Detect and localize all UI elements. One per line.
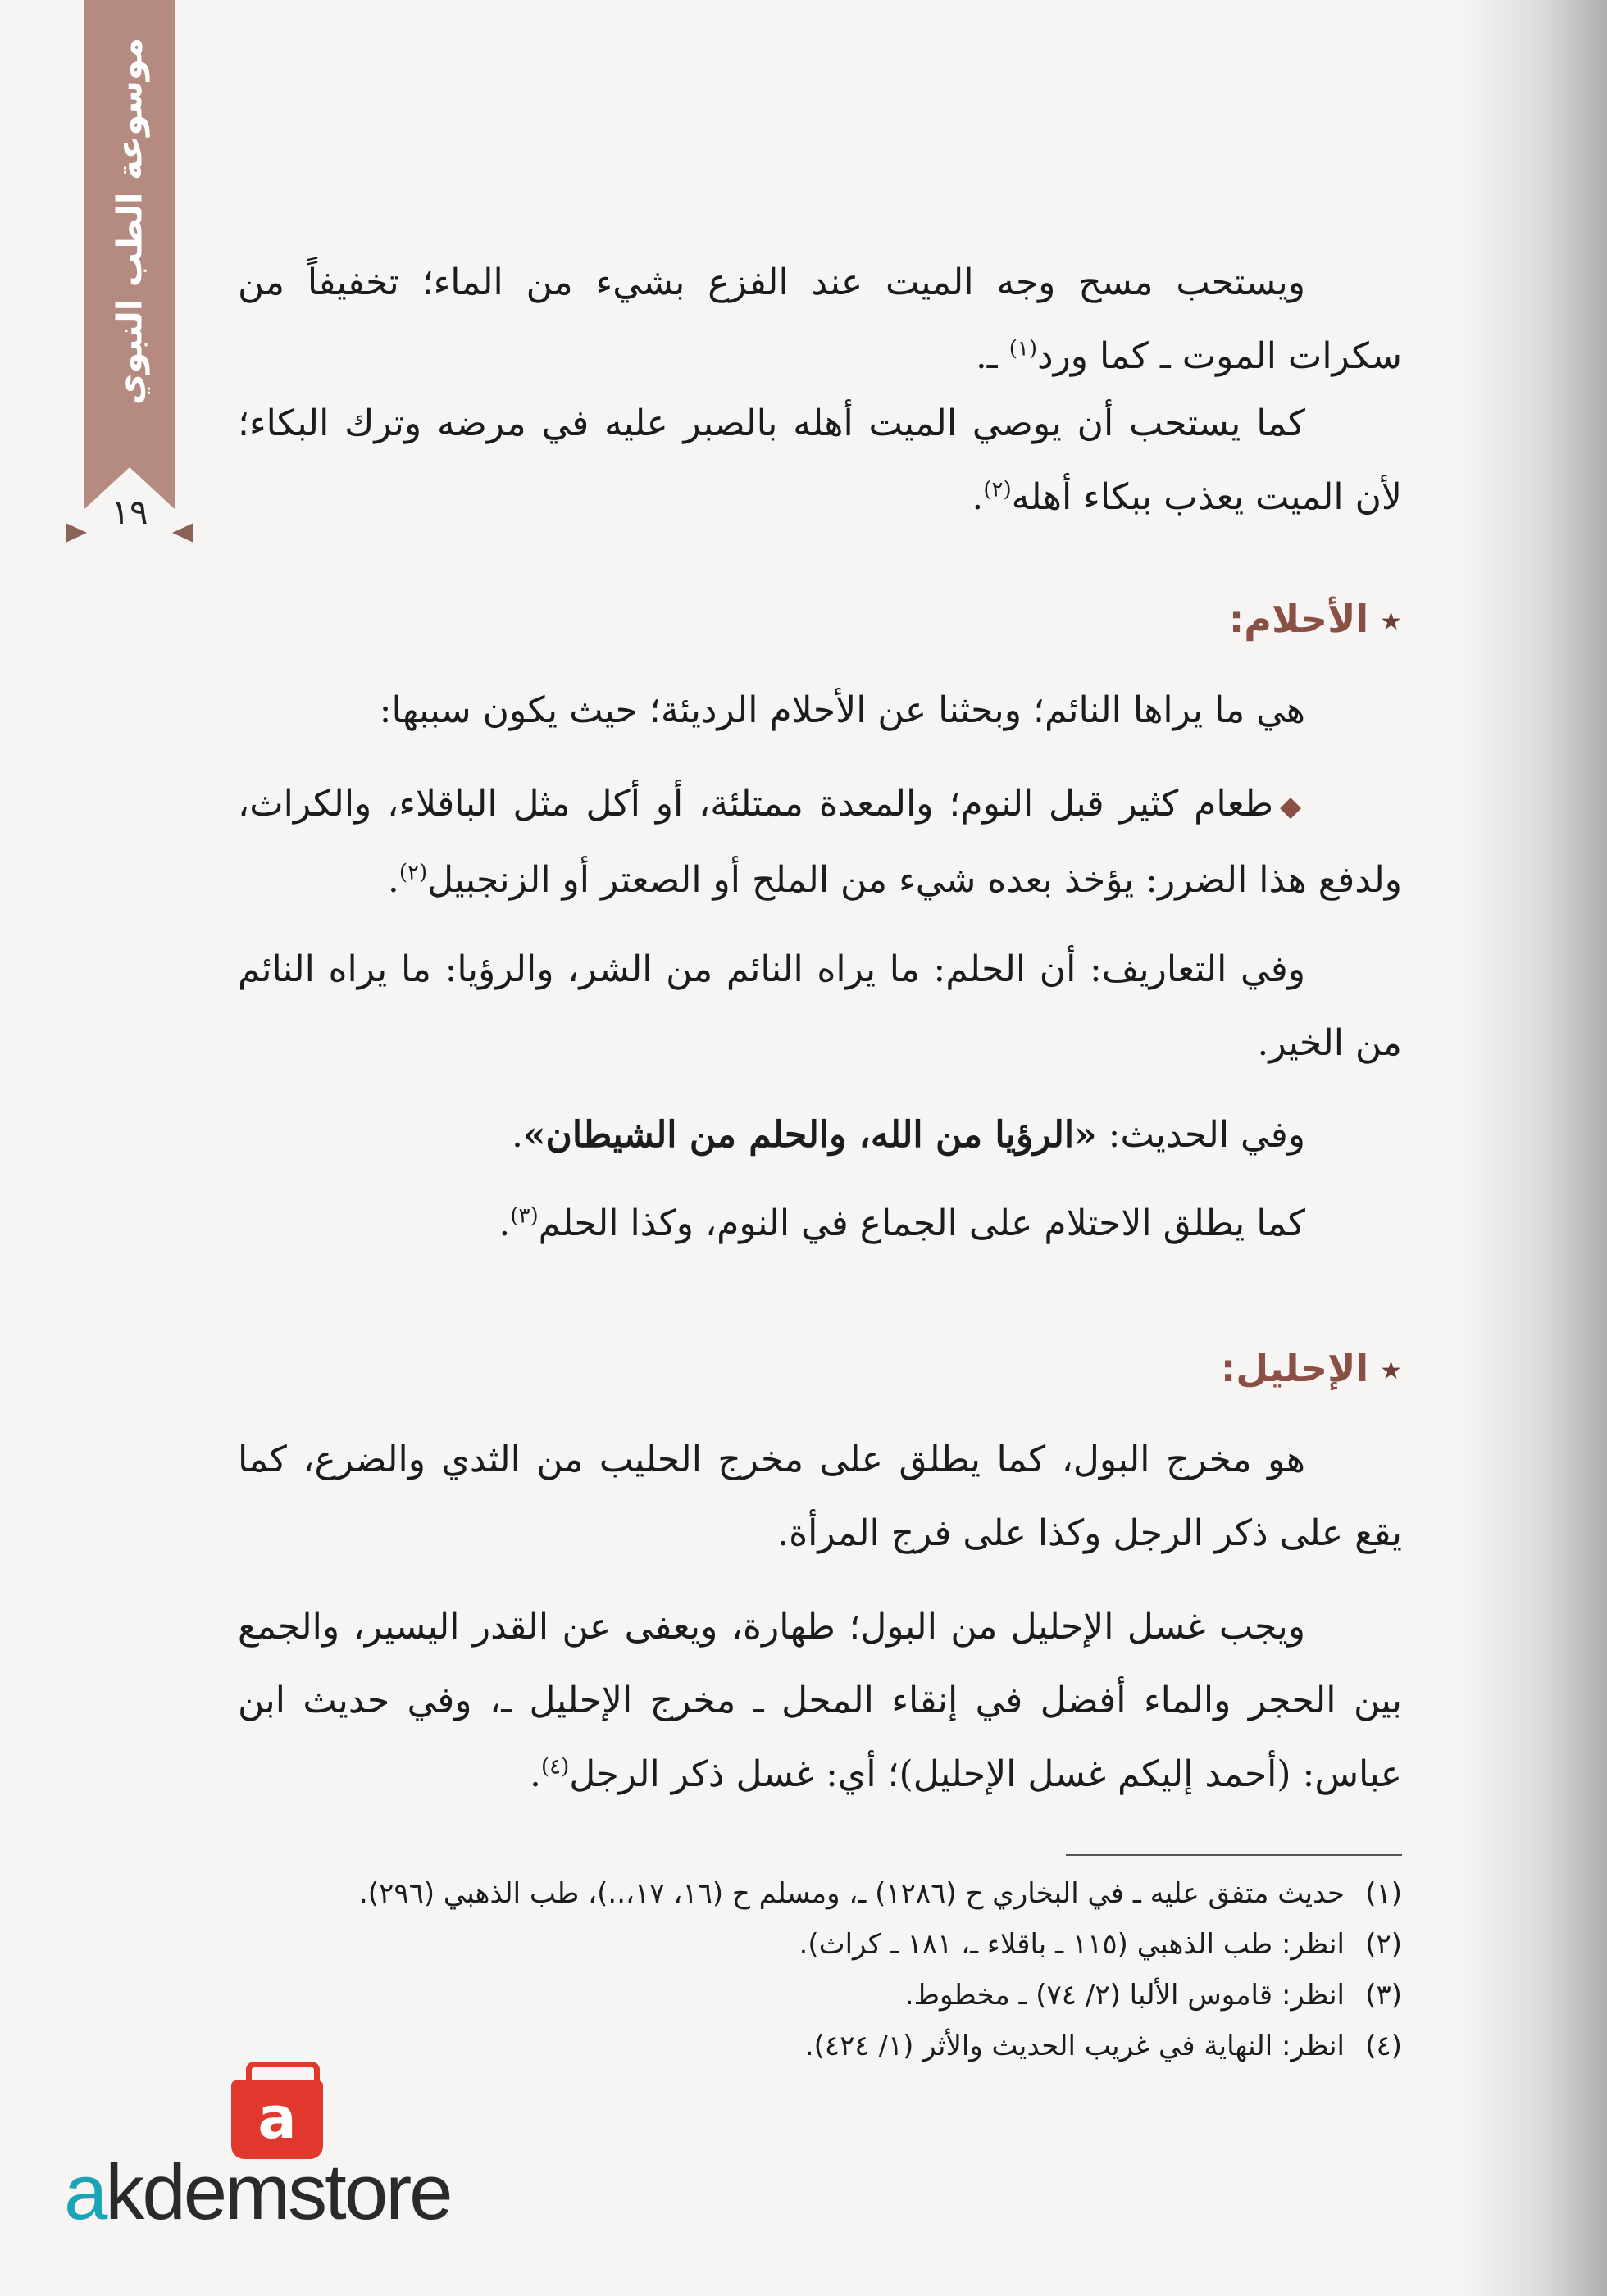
footnote-separator (1066, 1854, 1402, 1856)
paragraph-1 (238, 246, 1402, 393)
paragraph-6 (238, 1098, 1402, 1172)
paragraph-text: ويجب غسل الإحليل من البول؛ طهارة، ويعفى عن القدر اليسير، والجمع بين الحجر والماء أفضل في إنقاء المحل ـ مخرج الإحليل ـ، وفي حديث ابن عباس: (أحمد إليكم غسل الإحليل)؛ أي: غسل ذكر الرجل (238, 1606, 1402, 1795)
paragraph-text: كما يستحب أن يوصي الميت أهله بالصبر عليه في مرضه وترك البكاء؛ لأن الميت يعذب ببكاء أهله (238, 402, 1402, 518)
diamond-bullet-icon: ◆ (1280, 790, 1305, 823)
paragraph-7 (238, 1187, 1402, 1261)
book-title: موسوعة الطب النبوي (109, 37, 150, 406)
paragraph-text: ويستحب مسح وجه الميت عند الفزع بشيء من الماء؛ تخفيفاً من سكرات الموت ـ كما ورد (238, 261, 1402, 377)
footnote-text: انظر: النهاية في غريب الحديث والأثر (١/ ٤٢٤). (804, 2030, 1345, 2062)
star-icon: ★ (1380, 1357, 1402, 1385)
paragraph-2 (238, 387, 1402, 534)
paragraph-8 (238, 1423, 1402, 1571)
heading-text: الإحليل: (1220, 1346, 1369, 1390)
footnote-number: (١) (1365, 1877, 1402, 1910)
footnote-ref: (٢) (983, 477, 1012, 502)
footnote-text: انظر: قاموس الألبا (٢/ ٧٤) ـ مخطوط. (904, 1979, 1345, 2012)
paragraph-end: . (387, 859, 399, 901)
paragraph-text: هو مخرج البول، كما يطلق على مخرج الحليب من الثدي والضرع، كما يقع على ذكر الرجل وكذا على فرج المرأة. (238, 1439, 1402, 1554)
footnote-number: (٢) (1365, 1928, 1402, 1961)
footnote-number: (٣) (1365, 1979, 1402, 2012)
heading-text: الأحلام: (1228, 597, 1369, 641)
footnote-ref: (٣) (510, 1203, 539, 1229)
footnote-1 (238, 1869, 1402, 1918)
paragraph-5 (238, 933, 1402, 1080)
section-heading-urethra (1221, 1346, 1402, 1390)
footnote-number: (٤) (1365, 2030, 1402, 2062)
hadith-quote: «الرؤيا من الله، والحلم من الشيطان» (523, 1114, 1097, 1156)
paragraph-end: . (498, 1203, 511, 1244)
page-number-ornament-right (172, 523, 193, 543)
footnote-2 (238, 1920, 1402, 1969)
star-icon: ★ (1380, 607, 1402, 636)
footnote-4 (238, 2021, 1402, 2071)
bullet-paragraph (238, 767, 1402, 917)
paragraph-text: وفي التعاريف: أن الحلم: ما يراه النائم من الشر، والرؤيا: ما يراه النائم من الخير. (238, 948, 1402, 1064)
side-tab (84, 0, 175, 467)
section-heading-dreams (1229, 597, 1402, 641)
footnote-ref: (٢) (398, 860, 428, 885)
paragraph-9 (238, 1590, 1402, 1812)
paragraph-text: وفي الحديث: (1096, 1114, 1305, 1156)
page-number-ornament-left (66, 523, 87, 543)
footnote-ref: (٤) (541, 1754, 570, 1780)
footnote-3 (238, 1971, 1402, 2020)
paragraph-end: . (512, 1114, 524, 1156)
page-number: ١٩ (111, 492, 148, 532)
paragraph-3 (238, 674, 1402, 748)
store-watermark (64, 2148, 451, 2238)
footnote-ref: (١) (1008, 336, 1037, 361)
watermark-brand-a: a (64, 2148, 106, 2236)
footnote-text: انظر: طب الذهبي (١١٥ ـ باقلاء ـ، ١٨١ ـ كراث). (799, 1928, 1345, 1961)
store-bag-letter: a (257, 2085, 297, 2152)
footnote-text: حديث متفق عليه ـ في البخاري ح (١٢٨٦) ـ، ومسلم ح (١٦، ١٧،..)، طب الذهبي (٢٩٦). (358, 1877, 1345, 1910)
paragraph-end: . (972, 476, 984, 518)
paragraph-text: طعام كثير قبل النوم؛ والمعدة ممتلئة، أو أكل مثل الباقلاء، والكراث، ولدفع هذا الضرر: يؤخذ بعده شيء من الملح أو الصعتر أو الزنجبيل (238, 783, 1402, 901)
paragraph-end: ـ. (975, 335, 1009, 377)
paragraph-text: هي ما يراها النائم؛ وبحثنا عن الأحلام الرديئة؛ حيث يكون سببها: (379, 689, 1305, 731)
paragraph-text: كما يطلق الاحتلام على الجماع في النوم، وكذا الحلم (538, 1203, 1305, 1244)
page-gutter-shadow (1459, 0, 1607, 2296)
paragraph-end: . (530, 1753, 541, 1795)
watermark-brand-text: kdemstore (105, 2148, 451, 2236)
